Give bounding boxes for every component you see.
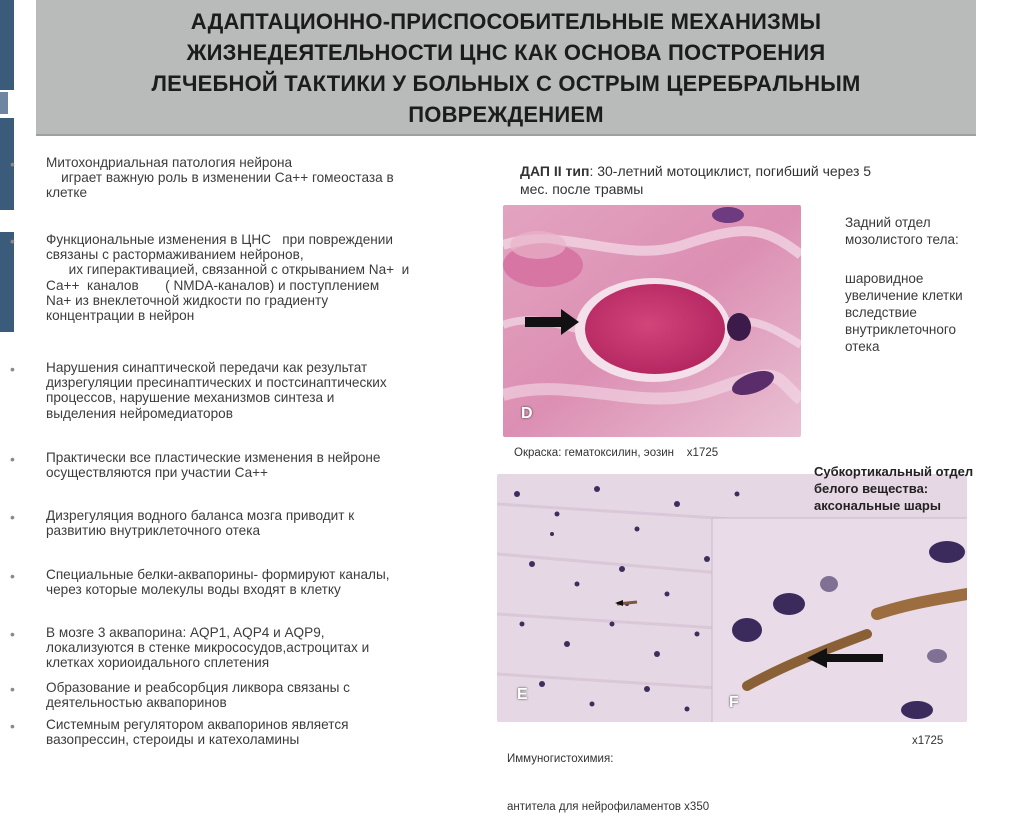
bullet-line: развитию внутриклеточного отека <box>46 523 261 539</box>
bullet-line: выделения нейромедиаторов <box>46 405 233 421</box>
bullet-item <box>46 567 390 597</box>
bullet-line: дизрегуляции пресинаптических и постсинаптических <box>46 375 387 391</box>
bullet-line: локализуются в стенке микрососудов,астроцитах и <box>46 640 370 656</box>
finding-line: увеличение клетки <box>845 288 963 303</box>
side-line: Задний отдел <box>845 215 931 230</box>
bullet-line: Практически все пластические изменения в нейроне <box>46 450 381 465</box>
bullet-line: их гиперактивацией, связанной с открыванием Na+ и <box>46 262 410 278</box>
panel-letter-f: F <box>729 694 739 711</box>
bullet-line: связаны с растормаживанием нейронов, <box>46 247 304 263</box>
finding-line: шаровидное <box>845 271 924 286</box>
title-line: ЖИЗНЕДЕЯТЕЛЬНОСТИ ЦНС КАК ОСНОВА ПОСТРОЕНИЯ <box>186 40 826 65</box>
side-text-finding <box>845 270 1015 355</box>
stain-caption: Окраска: гематоксилин, эозин х1725 <box>514 447 719 459</box>
micrograph-d <box>503 205 801 437</box>
title-line: АДАПТАЦИОННО-ПРИСПОСОБИТЕЛЬНЫЕ МЕХАНИЗМЫ <box>190 9 822 34</box>
bullet-line: клетке <box>46 185 88 201</box>
bullet-line: осуществляются при участии Са++ <box>46 465 268 481</box>
side-line: мозолистого тела: <box>845 232 959 247</box>
bullet-marker: • <box>10 568 15 584</box>
bullet-marker: • <box>10 233 15 249</box>
dap-text-2: мес. после травмы <box>520 181 644 197</box>
side-text-location <box>845 214 1015 248</box>
bullet-line: процессов, нарушение механизмов синтеза и <box>46 390 335 406</box>
bullet-line: Нарушения синаптической передачи как результат <box>46 360 368 375</box>
finding-line: внутриклеточного <box>845 322 956 337</box>
bullet-line: Специальные белки-аквапорины- формируют каналы, <box>46 567 390 582</box>
side-text-subcortical <box>814 463 1014 514</box>
bullet-item <box>46 232 409 323</box>
dap-heading <box>520 162 990 198</box>
bullet-line: В мозге 3 аквапорина: AQP1, AQP4 и AQP9, <box>46 625 325 640</box>
side-line: Субкортикальный отдел <box>814 464 974 479</box>
bullet-line: Са++ каналов ( NMDA-каналов) и поступлением <box>46 277 380 293</box>
bullet-line: Митохондриальная патология нейрона <box>46 155 293 170</box>
bullet-marker: • <box>10 156 15 172</box>
bullet-item <box>46 508 354 538</box>
ihc-caption-line: антитела для нейрофиламентов х350 <box>507 801 710 813</box>
finding-line: отека <box>845 339 880 354</box>
panel-letter-d: D <box>521 405 533 422</box>
micrograph-d-image <box>503 205 801 437</box>
dap-text: : 30-летний мотоциклист, погибший через 5 <box>589 163 872 179</box>
bullet-marker: • <box>10 718 15 734</box>
bullet-line: Дизрегуляция водного баланса мозга приводит к <box>46 508 355 523</box>
side-line: белого вещества: <box>814 481 929 496</box>
bullet-line: вазопрессин, стероиды и катехоламины <box>46 732 300 748</box>
finding-line: вследствие <box>845 305 917 320</box>
bullet-line: играет важную роль в изменении Са++ гомеостаза в <box>46 170 394 186</box>
title-line: ПОВРЕЖДЕНИЕМ <box>408 102 604 127</box>
bullet-item <box>46 360 387 421</box>
ihc-magnification: х1725 <box>912 735 944 747</box>
panel-letter-e: E <box>517 686 528 703</box>
side-line: аксональные шары <box>814 498 941 513</box>
bullet-item <box>46 625 369 671</box>
ihc-caption <box>507 719 709 831</box>
bullet-line: Образование и реабсорбция ликвора связаны с <box>46 680 350 695</box>
dap-label: ДАП II тип <box>520 163 590 179</box>
bullet-marker: • <box>10 361 15 377</box>
bullet-line: Системным регулятором аквапоринов является <box>46 717 349 732</box>
title-line: ЛЕЧЕБНОЙ ТАКТИКИ У БОЛЬНЫХ С ОСТРЫМ ЦЕРЕБРАЛЬНЫМ <box>151 71 861 96</box>
bullet-list <box>0 0 500 767</box>
bullet-marker: • <box>10 681 15 697</box>
bullet-item <box>46 155 394 201</box>
bullet-line: концентрации в нейрон <box>46 308 195 324</box>
bullet-item <box>46 680 350 710</box>
bullet-marker: • <box>10 451 15 467</box>
bullet-line: Na+ из внеклеточной жидкости по градиенту <box>46 292 329 308</box>
bullet-marker: • <box>10 509 15 525</box>
bullet-line: Функциональные изменения в ЦНС при повреждении <box>46 232 393 247</box>
bullet-marker: • <box>10 626 15 642</box>
bullet-line: через которые молекулы воды входят в клетку <box>46 582 341 598</box>
ihc-caption-line: Иммуногистохимия: <box>507 753 614 765</box>
bullet-line: деятельностью аквапоринов <box>46 695 227 711</box>
bullet-item <box>46 717 349 747</box>
bullet-line: клетках хориоидального сплетения <box>46 655 270 671</box>
bullet-item <box>46 450 380 480</box>
